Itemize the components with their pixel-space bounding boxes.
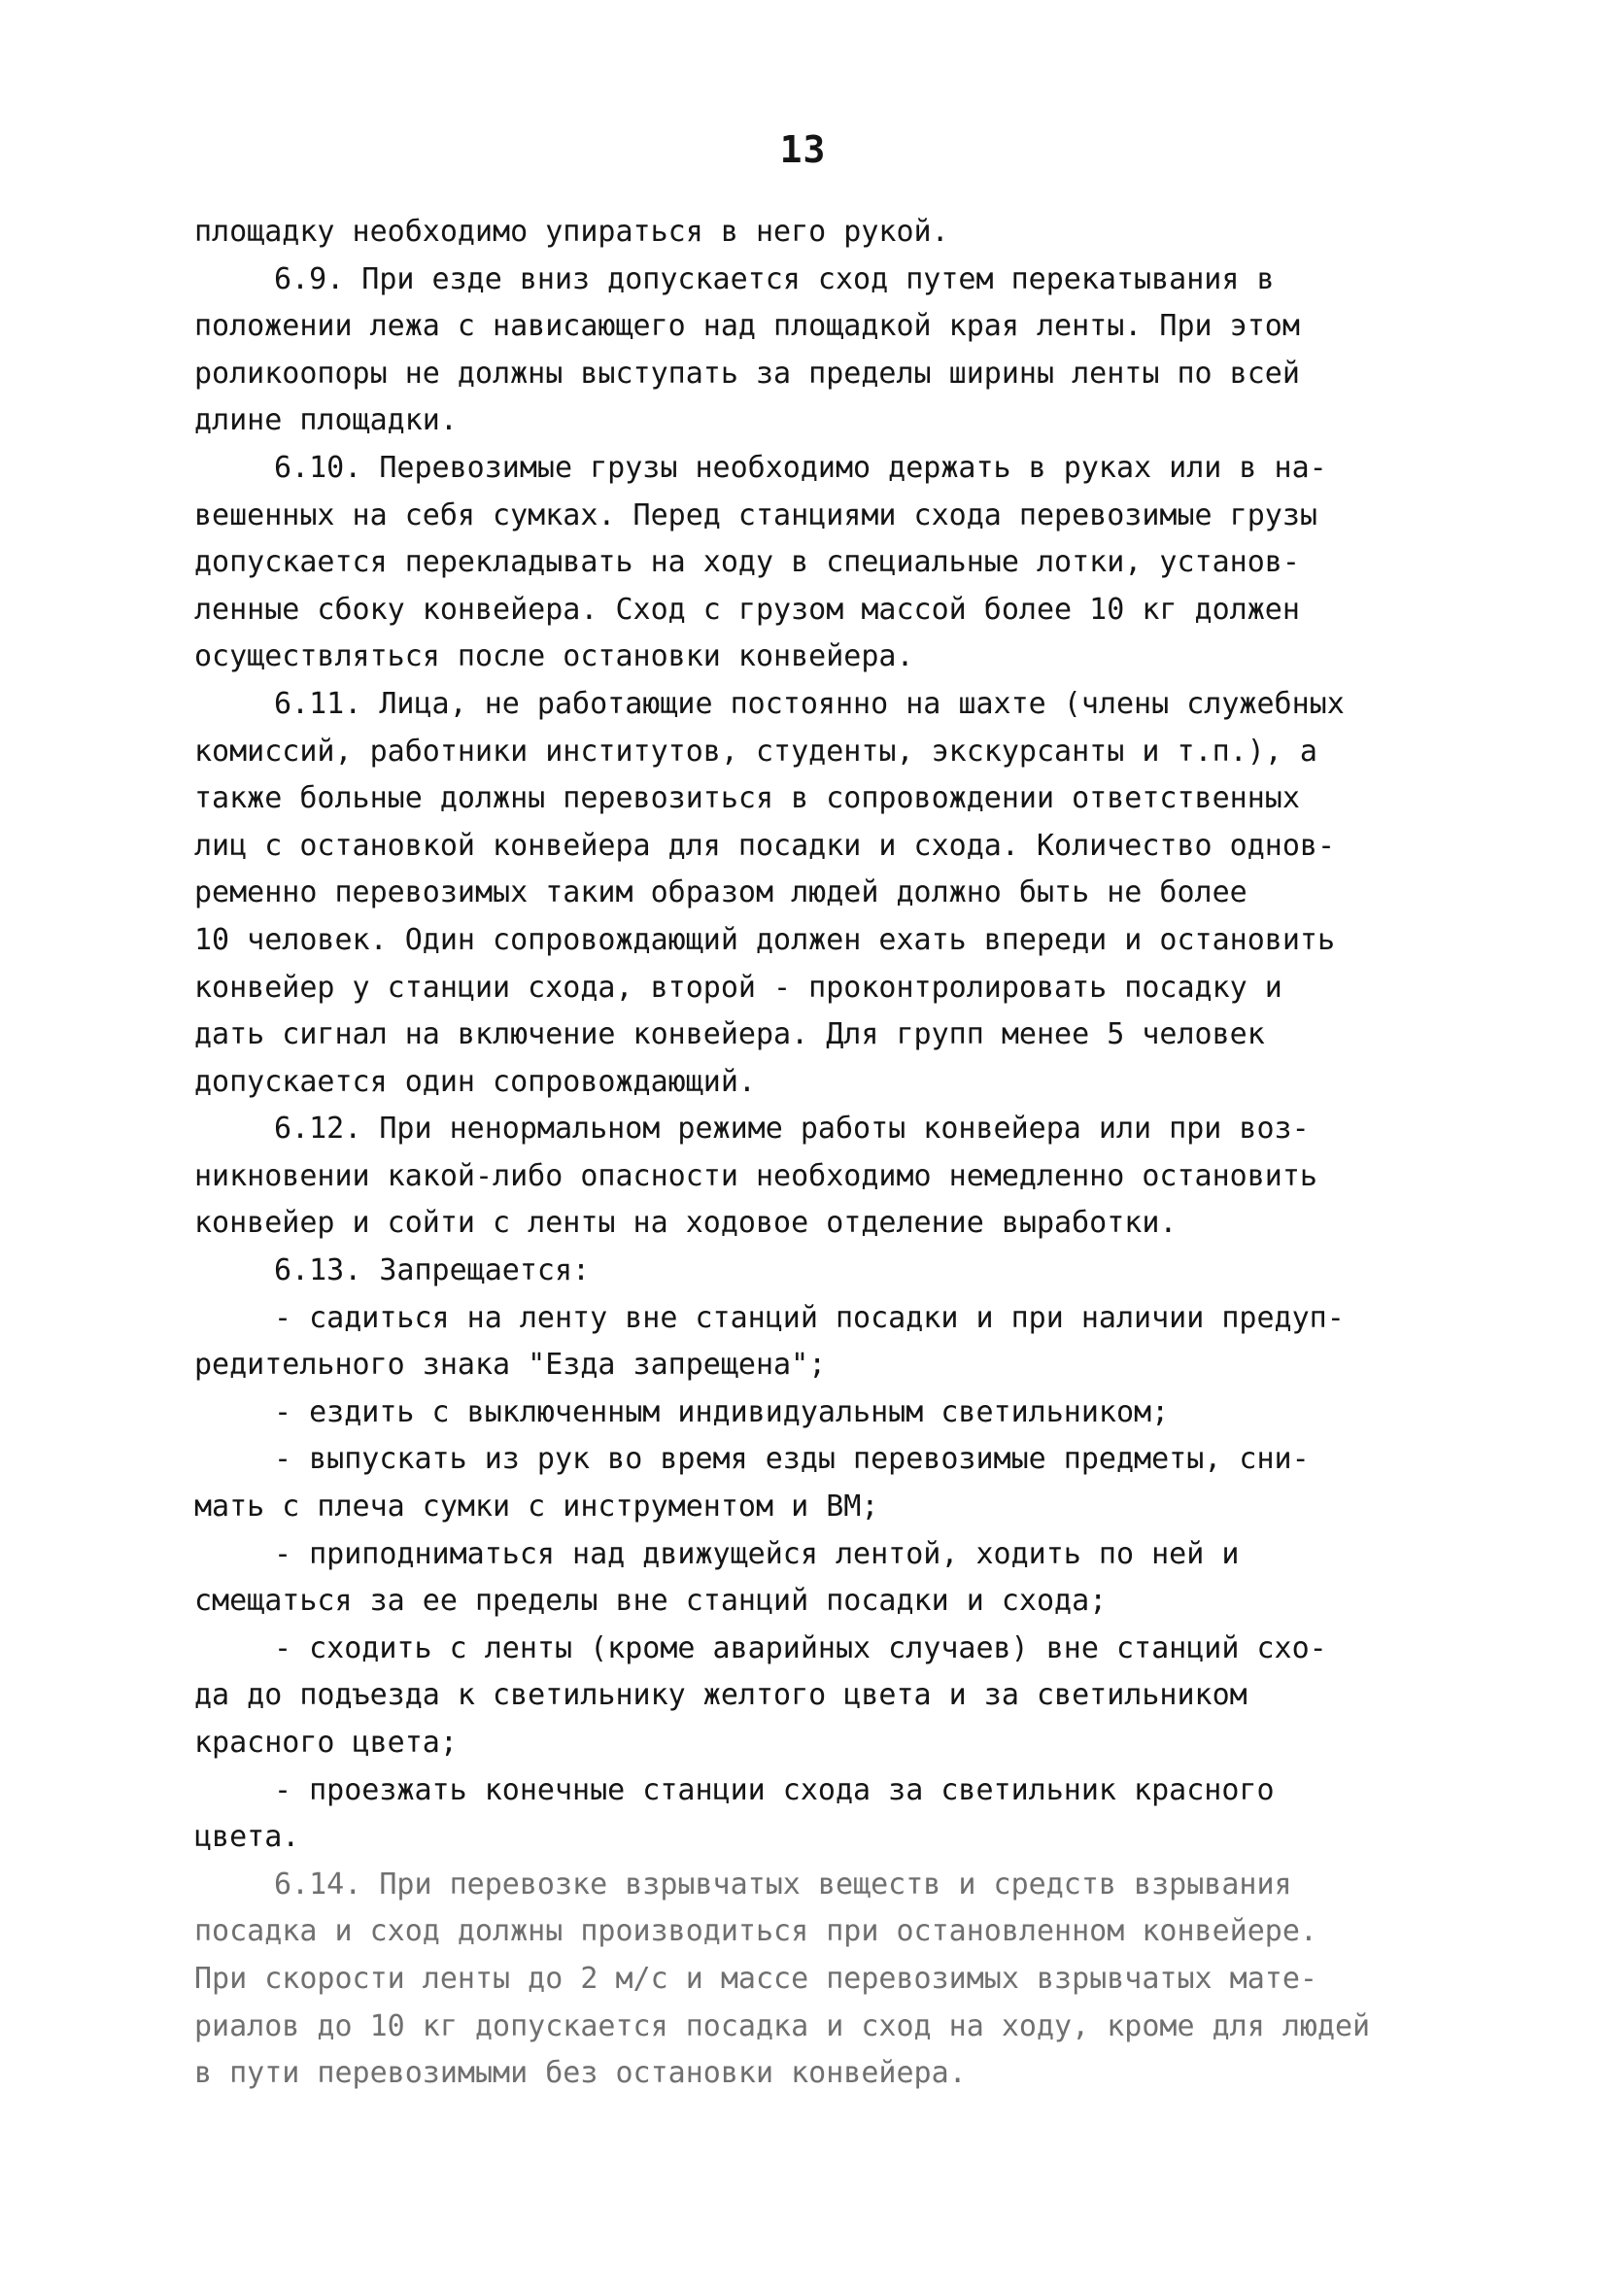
page-number: 13 bbox=[779, 128, 827, 171]
text-line: площадку необходимо упираться в него рукой. bbox=[194, 215, 949, 249]
paragraph-6-11 bbox=[194, 681, 1457, 1106]
text-line: осуществляться после остановки конвейера. bbox=[194, 639, 914, 674]
list-item-6 bbox=[194, 1767, 1457, 1862]
text-line: смещаться за ее пределы вне станций посадки и схода; bbox=[194, 1584, 1108, 1619]
list-item-3 bbox=[194, 1436, 1457, 1530]
text-line: допускается один сопровождающий. bbox=[194, 1064, 756, 1099]
text-line: конвейер у станции схода, второй - проконтролировать посадку и bbox=[194, 970, 1282, 1005]
document-body bbox=[194, 209, 1457, 2098]
text-line: 6.9. При езде вниз допускается сход путем перекатывания в bbox=[274, 261, 1275, 296]
text-line: дать сигнал на включение конвейера. Для групп менее 5 человек bbox=[194, 1017, 1265, 1052]
list-item-1 bbox=[194, 1295, 1457, 1389]
text-line: 6.14. При перевозке взрывчатых веществ и средств взрывания bbox=[274, 1867, 1292, 1902]
text-line: 6.11. Лица, не работающие постоянно на шахте (члены служебных bbox=[274, 686, 1345, 721]
text-line: положении лежа с нависающего над площадкой края ленты. При этом bbox=[194, 309, 1300, 344]
paragraph-6-12 bbox=[194, 1106, 1457, 1248]
text-line: - ездить с выключенным индивидуальным светильником; bbox=[274, 1394, 1170, 1429]
text-line: вешенных на себя сумках. Перед станциями схода перевозимые грузы bbox=[194, 497, 1317, 532]
paragraph-continuation bbox=[194, 209, 1457, 257]
text-line: 6.10. Перевозимые грузы необходимо держать в руках или в на- bbox=[274, 450, 1327, 485]
text-line: риалов до 10 кг допускается посадка и сход на ходу, кроме для людей bbox=[194, 2008, 1371, 2043]
text-line: цвета. bbox=[194, 1820, 300, 1855]
text-line: - приподниматься над движущейся лентой, ходить по ней и bbox=[274, 1536, 1240, 1571]
text-line: - сходить с ленты (кроме аварийных случаев) вне станций схо- bbox=[274, 1630, 1327, 1665]
text-line: лиц с остановкой конвейера для посадки и схода. Количество однов- bbox=[194, 828, 1335, 863]
text-line: роликоопоры не должны выступать за пределы ширины ленты по всей bbox=[194, 356, 1300, 391]
text-line: длине площадки. bbox=[194, 403, 458, 438]
text-line: красного цвета; bbox=[194, 1726, 458, 1760]
text-line: 6.12. При ненормальном режиме работы конвейера или при воз- bbox=[274, 1112, 1310, 1147]
paragraph-6-14 bbox=[194, 1862, 1457, 2098]
text-line: посадка и сход должны производиться при остановленном конвейере. bbox=[194, 1914, 1317, 1949]
text-line: никновении какой-либо опасности необходимо немедленно остановить bbox=[194, 1158, 1317, 1193]
text-line: ленные сбоку конвейера. Сход с грузом массой более 10 кг должен bbox=[194, 592, 1300, 627]
text-line: редительного знака "Езда запрещена"; bbox=[194, 1348, 827, 1383]
text-line: допускается перекладывать на ходу в специальные лотки, установ- bbox=[194, 545, 1300, 580]
text-line: да до подъезда к светильнику желтого цвета и за светильником bbox=[194, 1678, 1247, 1713]
text-line: конвейер и сойти с ленты на ходовое отделение выработки. bbox=[194, 1206, 1178, 1241]
text-line: При скорости ленты до 2 м/с и массе перевозимых взрывчатых мате- bbox=[194, 1961, 1317, 1996]
list-item-4 bbox=[194, 1531, 1457, 1626]
paragraph-6-10 bbox=[194, 445, 1457, 681]
text-line: 6.13. Запрещается: bbox=[274, 1253, 591, 1288]
text-line: 10 человек. Один сопровождающий должен ехать впереди и остановить bbox=[194, 922, 1335, 957]
text-line: комиссий, работники институтов, студенты, экскурсанты и т.п.), а bbox=[194, 734, 1317, 769]
paragraph-6-13 bbox=[194, 1248, 1457, 1295]
text-line: ременно перевозимых таким образом людей должно быть не более bbox=[194, 875, 1247, 910]
text-line: - садиться на ленту вне станций посадки и при наличии предуп- bbox=[274, 1300, 1345, 1335]
text-line: в пути перевозимыми без остановки конвейера. bbox=[194, 2056, 967, 2091]
text-line: - проезжать конечные станции схода за светильник красного bbox=[274, 1772, 1275, 1807]
list-item-5 bbox=[194, 1626, 1457, 1767]
text-line: - выпускать из рук во время езды перевозимые предметы, сни- bbox=[274, 1442, 1310, 1477]
paragraph-6-9 bbox=[194, 257, 1457, 445]
text-line: также больные должны перевозиться в сопровождении ответственных bbox=[194, 781, 1300, 816]
text-line: мать с плеча сумки с инструментом и ВМ; bbox=[194, 1490, 879, 1525]
list-item-2 bbox=[194, 1389, 1457, 1437]
